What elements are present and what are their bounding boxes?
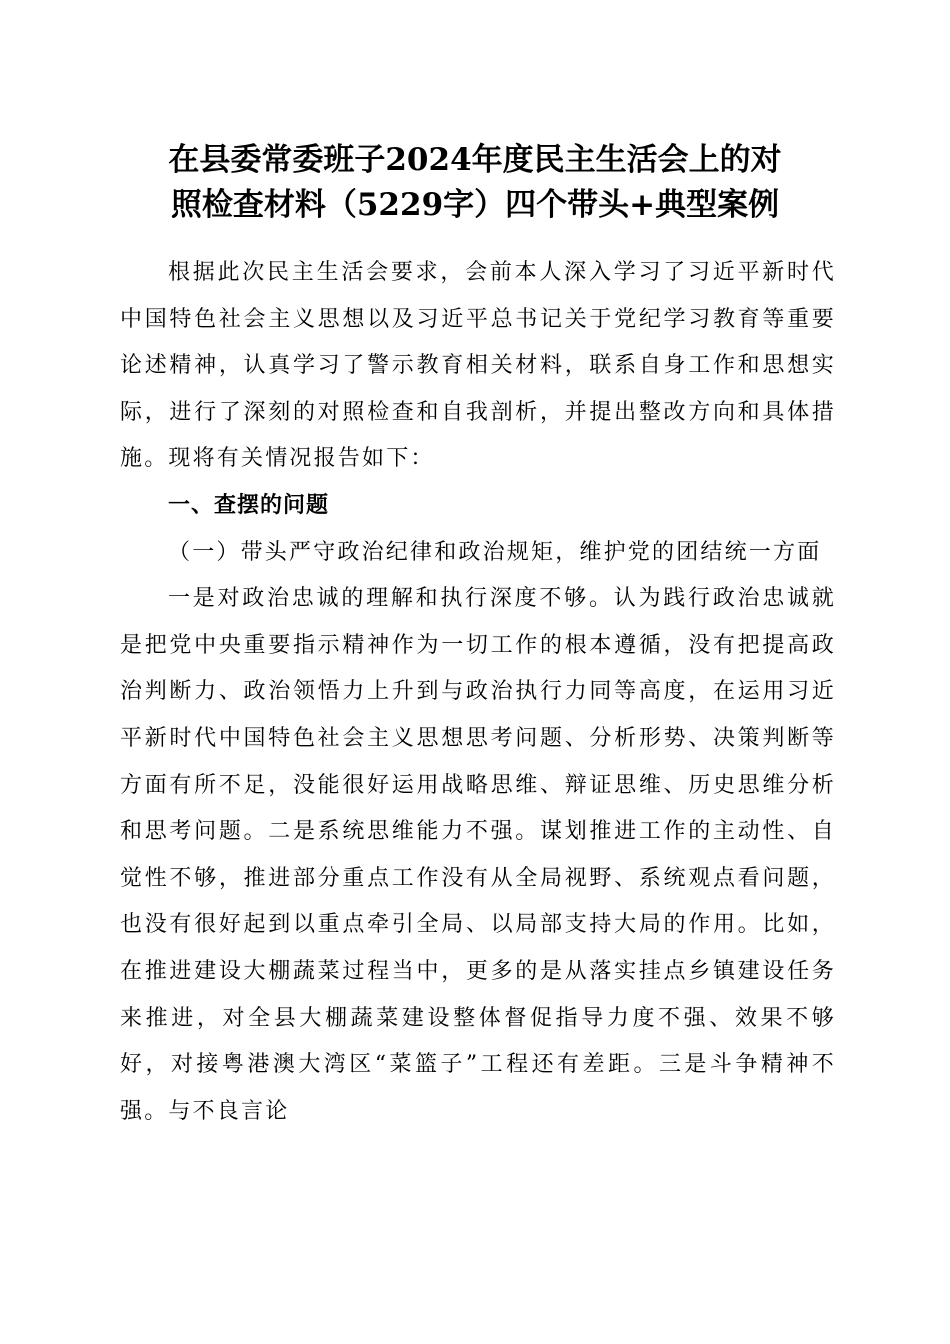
section-heading-1: 一、查摆的问题 [168,492,330,518]
title-line-2: 照检查材料（5229字）四个带头+典型案例 [170,187,780,223]
intro-paragraph: 根据此次民主生活会要求，会前本人深入学习了习近平新时代中国特色社会主义思想以及习近平总书记关于党纪学习教育等重要论述精神，认真学习了警示教育相关材料，联系自身工作和思想实际，进行了深刻的对照检查和自我剖析，并提出整改方向和具体措施。现将有关情况报告如下： [120,260,836,472]
subsection-heading-1: （一）带头严守政治纪律和政治规矩，维护党的团结统一方面 [168,539,822,565]
document-title [110,138,840,228]
document-body [120,250,836,1135]
body-paragraph-1: 一是对政治忠诚的理解和执行深度不够。认为践行政治忠诚就是把党中央重要指示精神作为一切工作的根本遵循，没有把提高政治判断力、政治领悟力上升到与政治执行力同等高度，在运用习近平新时代中国特色社会主义思想思考问题、分析形势、决策判断等方面有所不足，没能很好运用战略思维、辩证思维、历史思维分析和思考问题。二是系统思维能力不强。谋划推进工作的主动性、自觉性不够，推进部分重点工作没有从全局视野、系统观点看问题，也没有很好起到以重点牵引全局、以局部支持大局的作用。比如，在推进建设大棚蔬菜过程当中，更多的是从落实挂点乡镇建设任务来推进，对全县大棚蔬菜建设整体督促指导力度不强、效果不够好，对接粤港澳大湾区“菜篮子”工程还有差距。三是斗争精神不强。与不良言论 [120,586,836,1124]
title-line-1: 在县委常委班子2024年度民主生活会上的对 [168,142,782,178]
